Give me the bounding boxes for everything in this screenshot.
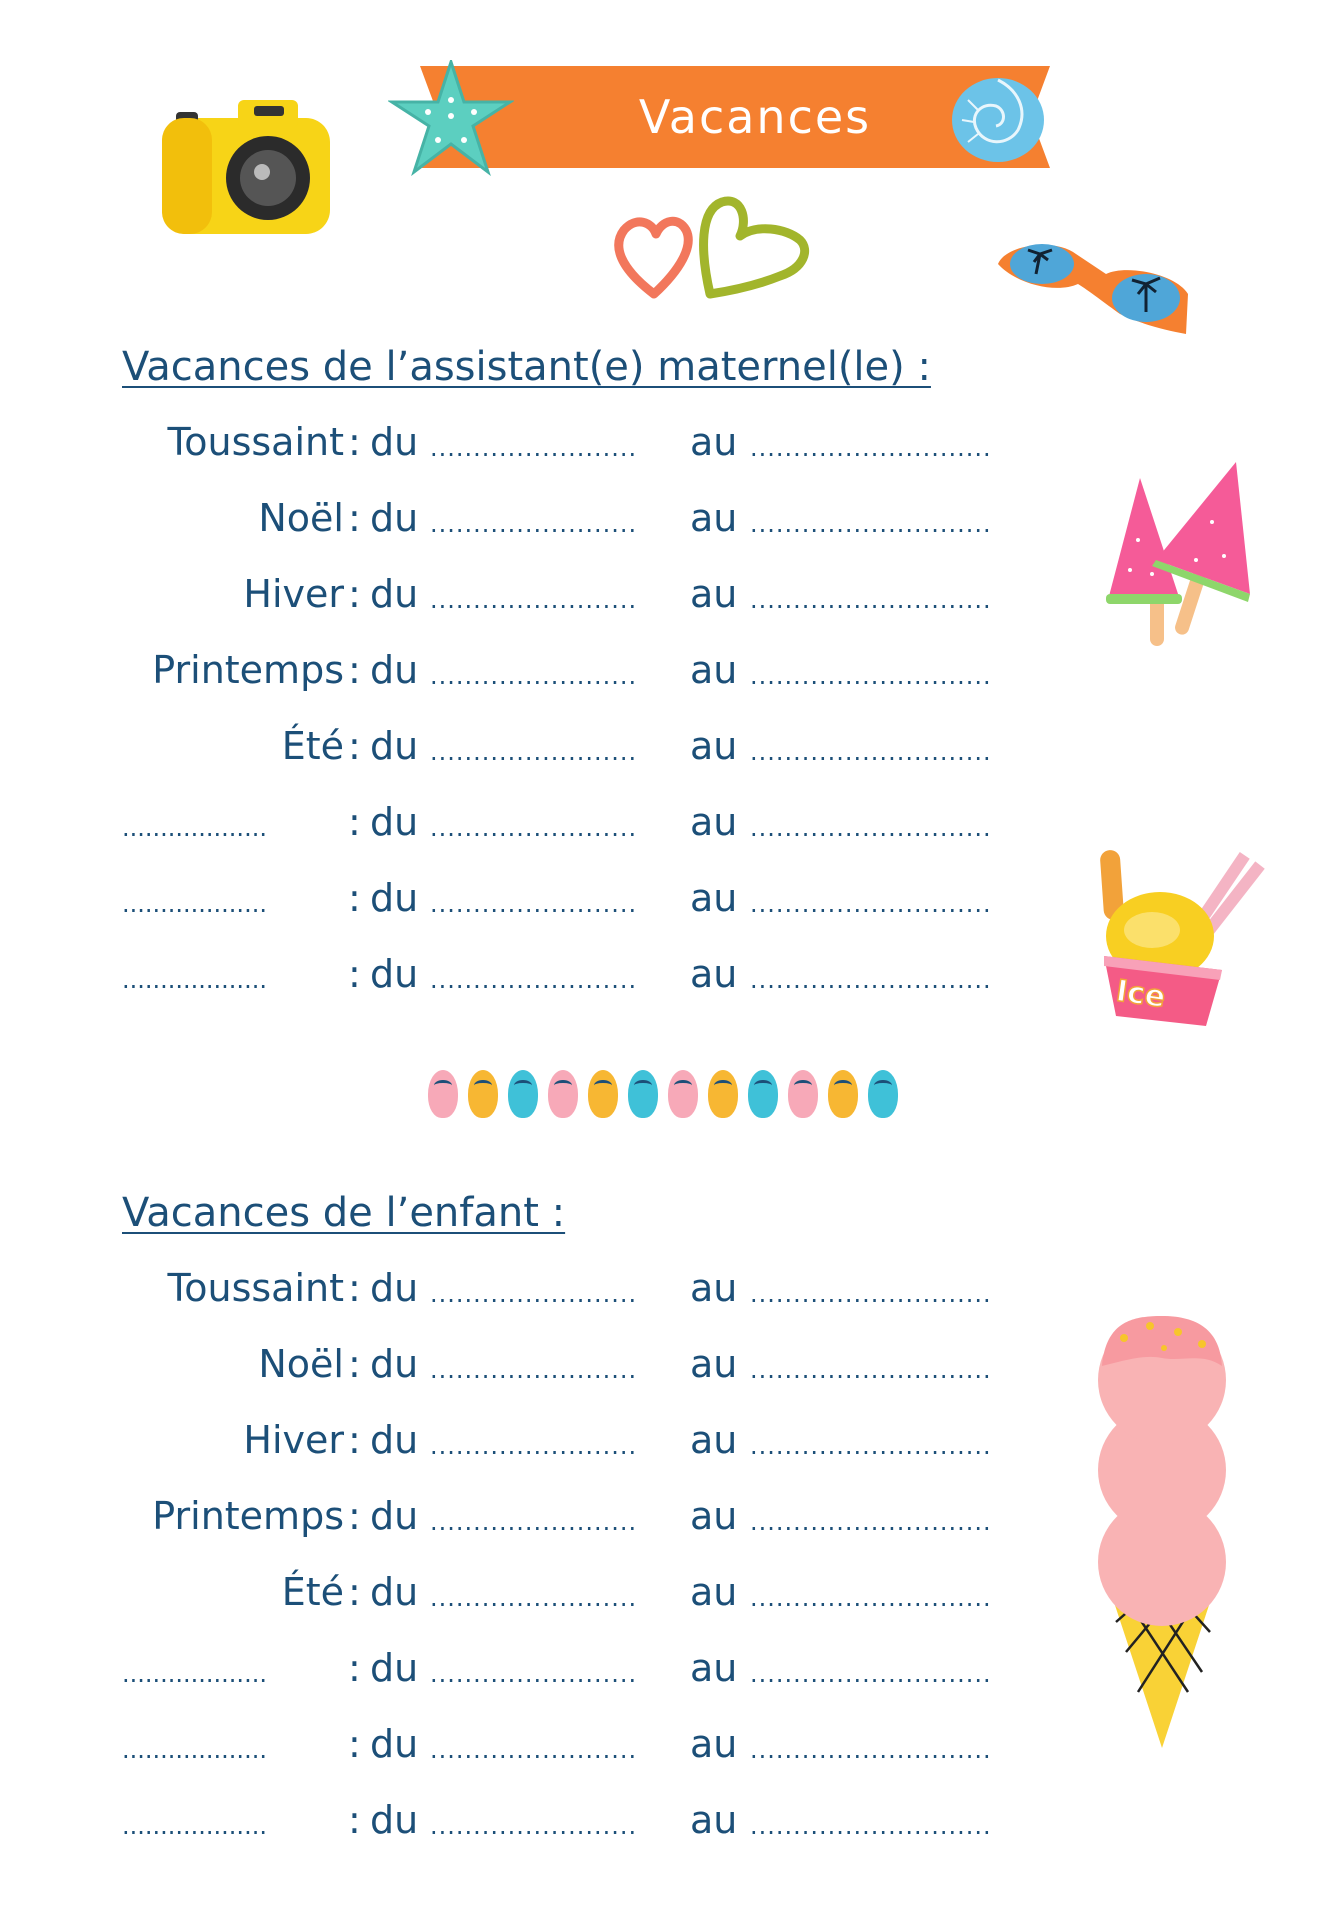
to-label: au <box>690 496 738 540</box>
vacation-row-blank: ................... : du ........................ au ............................ <box>122 1722 1042 1782</box>
from-label: du <box>370 572 419 616</box>
flip-flop-icon <box>708 1070 738 1118</box>
period-label: Toussaint <box>167 420 344 464</box>
to-label: au <box>690 1418 738 1462</box>
period-label: Noël <box>258 496 344 540</box>
flip-flops-icon <box>418 1070 908 1118</box>
period-label: Été <box>281 724 344 768</box>
from-label: du <box>370 648 419 692</box>
from-label: du <box>370 1418 419 1462</box>
from-date-field[interactable]: ........................ <box>430 814 638 842</box>
period-label-field[interactable]: ................... <box>122 814 267 842</box>
flip-flop-icon <box>788 1070 818 1118</box>
from-label: du <box>370 1266 419 1310</box>
from-date-field[interactable]: ........................ <box>430 1508 638 1536</box>
flip-flops-divider <box>418 1070 908 1126</box>
vacation-row-ete: Été : du ........................ au ............................ <box>122 1570 1042 1630</box>
to-label: au <box>690 1570 738 1614</box>
ice-cream-cone-icon <box>1092 1292 1232 1752</box>
to-date-field[interactable]: ............................ <box>750 1356 992 1384</box>
flip-flop-icon <box>468 1070 498 1118</box>
to-date-field[interactable]: ............................ <box>750 1432 992 1460</box>
section-title-assistant: Vacances de l’assistant(e) maternel(le) : <box>122 344 931 390</box>
section-title-enfant: Vacances de l’enfant : <box>122 1190 566 1236</box>
to-date-field[interactable]: ............................ <box>750 814 992 842</box>
flip-flop-icon <box>868 1070 898 1118</box>
from-label: du <box>370 876 419 920</box>
from-label: du <box>370 1570 419 1614</box>
flip-flop-icon <box>428 1070 458 1118</box>
to-date-field[interactable]: ............................ <box>750 966 992 994</box>
from-label: du <box>370 1798 419 1842</box>
vacation-row-hiver: Hiver : du ........................ au ............................ <box>122 572 1042 632</box>
from-label: du <box>370 1722 419 1766</box>
period-label: Hiver <box>243 1418 344 1462</box>
to-date-field[interactable]: ............................ <box>750 1280 992 1308</box>
to-label: au <box>690 648 738 692</box>
from-label: du <box>370 724 419 768</box>
to-label: au <box>690 800 738 844</box>
flip-flop-icon <box>548 1070 578 1118</box>
camera-icon <box>158 98 336 242</box>
period-label-field[interactable]: ................... <box>122 1812 267 1840</box>
to-date-field[interactable]: ............................ <box>750 662 992 690</box>
from-date-field[interactable]: ........................ <box>430 662 638 690</box>
to-label: au <box>690 1798 738 1842</box>
to-label: au <box>690 1646 738 1690</box>
period-label-field[interactable]: ................... <box>122 890 267 918</box>
period-label: Printemps <box>152 1494 344 1538</box>
from-date-field[interactable]: ........................ <box>430 1432 638 1460</box>
to-date-field[interactable]: ............................ <box>750 1508 992 1536</box>
from-date-field[interactable]: ........................ <box>430 1280 638 1308</box>
ice-cream-cup-icon <box>1096 846 1272 1030</box>
hearts-icon <box>610 190 820 310</box>
from-label: du <box>370 496 419 540</box>
to-label: au <box>690 572 738 616</box>
flip-flop-icon <box>628 1070 658 1118</box>
period-label-field[interactable]: ................... <box>122 966 267 994</box>
vacation-row-printemps: Printemps : du ........................ au ............................ <box>122 648 1042 708</box>
from-date-field[interactable]: ........................ <box>430 966 638 994</box>
to-date-field[interactable]: ............................ <box>750 1812 992 1840</box>
watermelon-popsicle-icon <box>1100 460 1260 652</box>
flip-flop-icon <box>828 1070 858 1118</box>
ice-cup-label: Ice <box>1113 973 1168 1016</box>
vacation-row-toussaint: Toussaint : du ........................ au ............................ <box>122 1266 1042 1326</box>
flip-flop-icon <box>508 1070 538 1118</box>
to-label: au <box>690 420 738 464</box>
from-date-field[interactable]: ........................ <box>430 1584 638 1612</box>
from-label: du <box>370 420 419 464</box>
from-date-field[interactable]: ........................ <box>430 586 638 614</box>
to-label: au <box>690 1266 738 1310</box>
to-date-field[interactable]: ............................ <box>750 434 992 462</box>
flip-flop-icon <box>588 1070 618 1118</box>
from-date-field[interactable]: ........................ <box>430 1736 638 1764</box>
sunglasses-icon <box>996 234 1192 338</box>
to-date-field[interactable]: ............................ <box>750 738 992 766</box>
from-date-field[interactable]: ........................ <box>430 890 638 918</box>
from-label: du <box>370 952 419 996</box>
period-label: Printemps <box>152 648 344 692</box>
to-label: au <box>690 1494 738 1538</box>
period-label: Hiver <box>243 572 344 616</box>
vacation-row-blank: ................... : du ........................ au ............................ <box>122 1646 1042 1706</box>
from-label: du <box>370 1646 419 1690</box>
vacation-row-ete: Été : du ........................ au ............................ <box>122 724 1042 784</box>
vacation-row-blank: ................... : du ........................ au ............................ <box>122 1798 1042 1858</box>
from-date-field[interactable]: ........................ <box>430 1356 638 1384</box>
to-label: au <box>690 1342 738 1386</box>
period-label-field[interactable]: ................... <box>122 1660 267 1688</box>
period-label: Noël <box>258 1342 344 1386</box>
from-date-field[interactable]: ........................ <box>430 510 638 538</box>
from-date-field[interactable]: ........................ <box>430 738 638 766</box>
from-label: du <box>370 800 419 844</box>
flip-flop-icon <box>668 1070 698 1118</box>
to-date-field[interactable]: ............................ <box>750 1736 992 1764</box>
vacation-row-hiver: Hiver : du ........................ au ............................ <box>122 1418 1042 1478</box>
vacation-row-noel: Noël : du ........................ au ............................ <box>122 1342 1042 1402</box>
from-date-field[interactable]: ........................ <box>430 1660 638 1688</box>
starfish-icon <box>388 60 514 176</box>
page-title: Vacances <box>638 90 872 144</box>
to-date-field[interactable]: ............................ <box>750 890 992 918</box>
from-date-field[interactable]: ........................ <box>430 1812 638 1840</box>
vacation-row-blank: ................... : du ........................ au ............................ <box>122 876 1042 936</box>
to-date-field[interactable]: ............................ <box>750 1660 992 1688</box>
vacation-row-printemps: Printemps : du ........................ au ............................ <box>122 1494 1042 1554</box>
from-label: du <box>370 1342 419 1386</box>
to-label: au <box>690 1722 738 1766</box>
to-date-field[interactable]: ............................ <box>750 1584 992 1612</box>
flip-flop-icon <box>748 1070 778 1118</box>
period-label: Été <box>281 1570 344 1614</box>
vacation-row-toussaint: Toussaint : du ........................ au ............................ <box>122 420 1042 480</box>
to-date-field[interactable]: ............................ <box>750 510 992 538</box>
to-label: au <box>690 724 738 768</box>
to-label: au <box>690 876 738 920</box>
period-label: Toussaint <box>167 1266 344 1310</box>
to-date-field[interactable]: ............................ <box>750 586 992 614</box>
vacation-row-blank: ................... : du ........................ au ............................ <box>122 952 1042 1012</box>
to-label: au <box>690 952 738 996</box>
period-label-field[interactable]: ................... <box>122 1736 267 1764</box>
from-date-field[interactable]: ........................ <box>430 434 638 462</box>
vacation-row-blank: ................... : du ........................ au ............................ <box>122 800 1042 860</box>
from-label: du <box>370 1494 419 1538</box>
vacation-row-noel: Noël : du ........................ au ............................ <box>122 496 1042 556</box>
seashell-icon <box>948 70 1048 166</box>
